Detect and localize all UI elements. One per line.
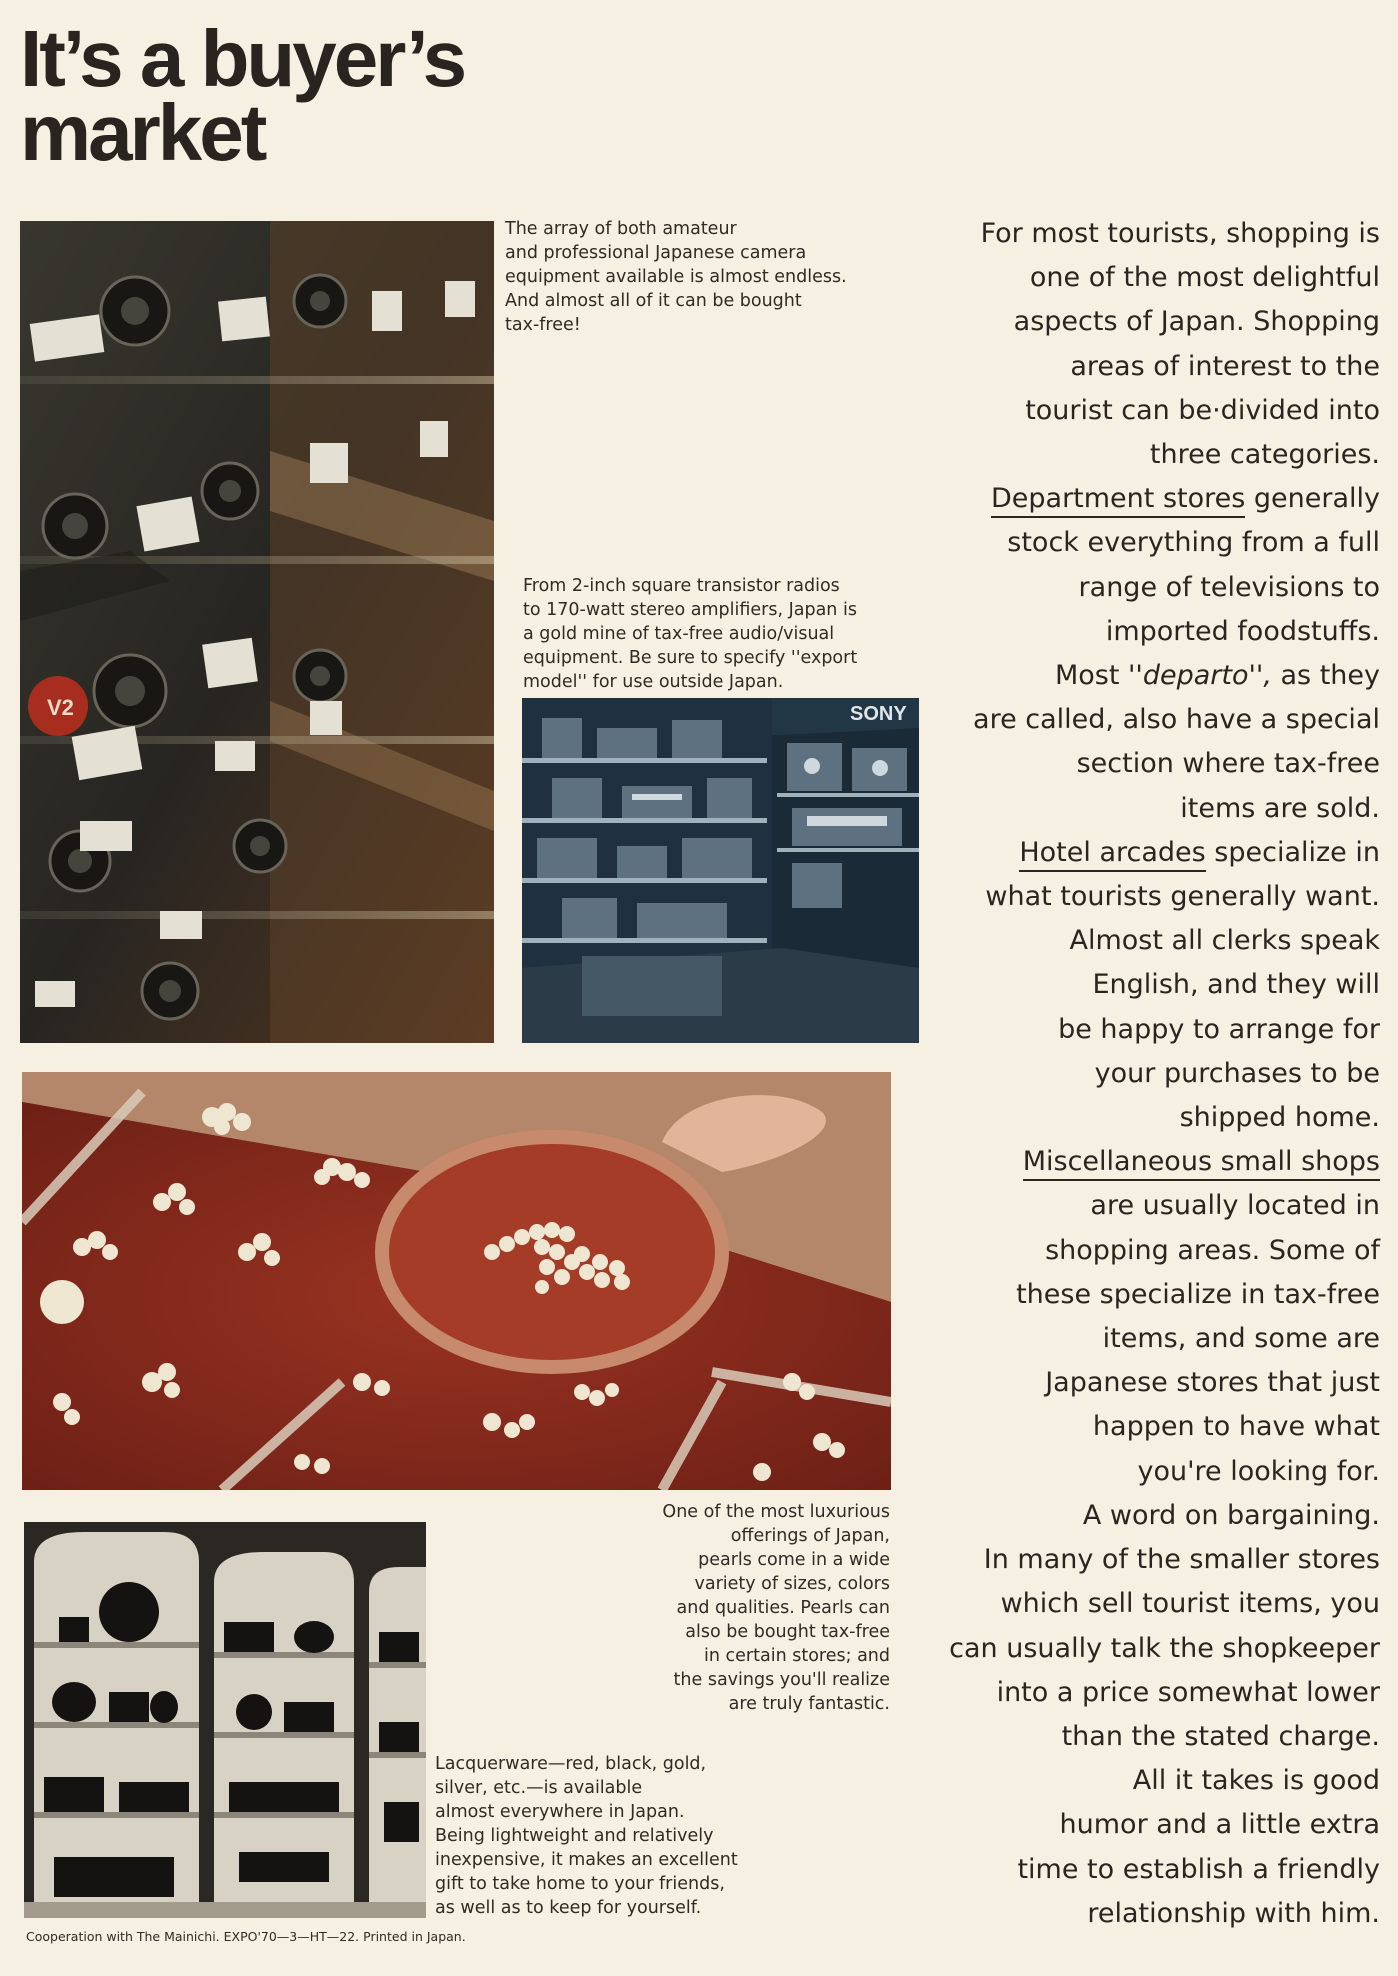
body-line: areas of interest to the <box>1070 350 1380 382</box>
body-line: are called, also have a special <box>973 704 1380 736</box>
body-line: time to establish a friendly <box>1017 1853 1380 1885</box>
caption-line: also be bought tax-free <box>685 1622 890 1642</box>
headline <box>20 14 465 177</box>
body-line: Almost all clerks speak <box>1069 925 1380 957</box>
pearl-caption <box>662 1500 890 1716</box>
body-line: happen to have what <box>1092 1411 1380 1443</box>
body-line: shipped home. <box>1179 1102 1380 1134</box>
caption-line: One of the most luxurious <box>662 1502 890 1522</box>
body-line <box>880 477 1380 521</box>
caption-line: and qualities. Pearls can <box>676 1598 890 1618</box>
camera-display-photo <box>20 221 494 1043</box>
body-line: range of televisions to <box>1078 571 1380 603</box>
caption-line: variety of sizes, colors <box>694 1574 890 1594</box>
caption-line: Lacquerware—red, black, gold, <box>435 1754 707 1774</box>
body-line: aspects of Japan. Shopping <box>1013 306 1380 338</box>
body-line: relationship with him. <box>1087 1897 1380 1929</box>
body-line: are usually located in <box>1090 1190 1380 1222</box>
body-line: imported foodstuffs. <box>1105 615 1380 647</box>
headline-line-1: It’s a buyer’s <box>20 14 465 103</box>
body-line: three categories. <box>1149 439 1380 471</box>
body-line <box>880 831 1380 875</box>
section-heading-department-stores: Department stores <box>991 483 1245 518</box>
footer-credit: Cooperation with The Mainichi. EXPO'70—3—HT—22. Printed in Japan. <box>26 1929 466 1944</box>
section-heading-hotel-arcades: Hotel arcades <box>1019 837 1205 872</box>
caption-line: Being lightweight and relatively <box>435 1826 714 1846</box>
lacquerware-photo <box>24 1522 426 1918</box>
body-text: generally <box>1245 483 1380 515</box>
body-line: humor and a little extra <box>1059 1809 1380 1841</box>
camera-caption <box>505 217 847 337</box>
body-line: items are sold. <box>1180 792 1380 824</box>
caption-line: almost everywhere in Japan. <box>435 1802 685 1822</box>
body-line: A word on bargaining. <box>1082 1499 1380 1531</box>
caption-line: equipment. Be sure to specify ''export <box>523 648 858 668</box>
caption-line: the savings you'll realize <box>673 1670 890 1690</box>
caption-line: a gold mine of tax-free audio/visual <box>523 624 835 644</box>
body-line: shopping areas. Some of <box>1045 1234 1380 1266</box>
body-line: you're looking for. <box>1137 1455 1380 1487</box>
body-line: stock everything from a full <box>1007 527 1380 559</box>
body-line: For most tourists, shopping is <box>980 218 1380 249</box>
caption-line: pearls come in a wide <box>698 1550 890 1570</box>
body-line <box>880 654 1380 698</box>
audio-store-photo <box>522 698 919 1043</box>
caption-line: From 2-inch square transistor radios <box>523 576 840 596</box>
caption-line: in certain stores; and <box>704 1646 890 1666</box>
caption-line: inexpensive, it makes an excellent <box>435 1850 738 1870</box>
caption-line: model'' for use outside Japan. <box>523 672 784 692</box>
body-line: be happy to arrange for <box>1058 1013 1380 1045</box>
body-line: these specialize in tax-free <box>1016 1278 1380 1310</box>
caption-line: and professional Japanese camera <box>505 243 807 263</box>
body-line: which sell tourist items, you <box>1000 1588 1380 1620</box>
body-line: than the stated charge. <box>1061 1720 1380 1752</box>
caption-line: tax-free! <box>505 315 581 335</box>
body-text: Most <box>1054 660 1128 692</box>
body-line: what tourists generally want. <box>985 881 1380 913</box>
body-text: as they <box>1271 660 1380 692</box>
caption-line: as well as to keep for yourself. <box>435 1898 702 1918</box>
camera-model-label: V2 <box>47 695 74 720</box>
body-line: Japanese stores that just <box>1045 1367 1380 1399</box>
body-line: All it takes is good <box>1132 1765 1380 1797</box>
body-line: into a price somewhat lower <box>996 1676 1380 1708</box>
caption-line: to 170-watt stereo amplifiers, Japan is <box>523 600 857 620</box>
body-line: your purchases to be <box>1094 1057 1380 1089</box>
caption-line: And almost all of it can be bought <box>505 291 802 311</box>
caption-line: gift to take home to your friends, <box>435 1874 725 1894</box>
audio-caption <box>523 574 857 694</box>
body-line <box>880 1140 1380 1184</box>
body-line: one of the most delightful <box>1029 262 1380 294</box>
caption-line: are truly fantastic. <box>728 1694 890 1714</box>
body-line: can usually talk the shopkeeper <box>949 1632 1380 1664</box>
body-line: section where tax-free <box>1076 748 1380 780</box>
body-line: In many of the smaller stores <box>983 1544 1380 1576</box>
caption-line: equipment available is almost endless. <box>505 267 847 287</box>
article-body <box>880 212 1380 1936</box>
sony-sign: SONY <box>850 703 907 725</box>
body-line: tourist can be·divided into <box>1025 394 1380 426</box>
lacquerware-caption <box>435 1752 738 1920</box>
caption-line: silver, etc.—is available <box>435 1778 643 1798</box>
pearl-display-photo <box>22 1072 891 1490</box>
caption-line: The array of both amateur <box>505 219 737 239</box>
departo-term: ''departo'', <box>1128 660 1272 692</box>
section-heading-small-shops: Miscellaneous small shops <box>1023 1146 1380 1181</box>
body-line: English, and they will <box>1092 969 1380 1001</box>
body-text: specialize in <box>1205 836 1380 868</box>
body-line: items, and some are <box>1102 1323 1380 1355</box>
caption-line: offerings of Japan, <box>730 1526 890 1546</box>
headline-line-2: market <box>20 88 265 177</box>
